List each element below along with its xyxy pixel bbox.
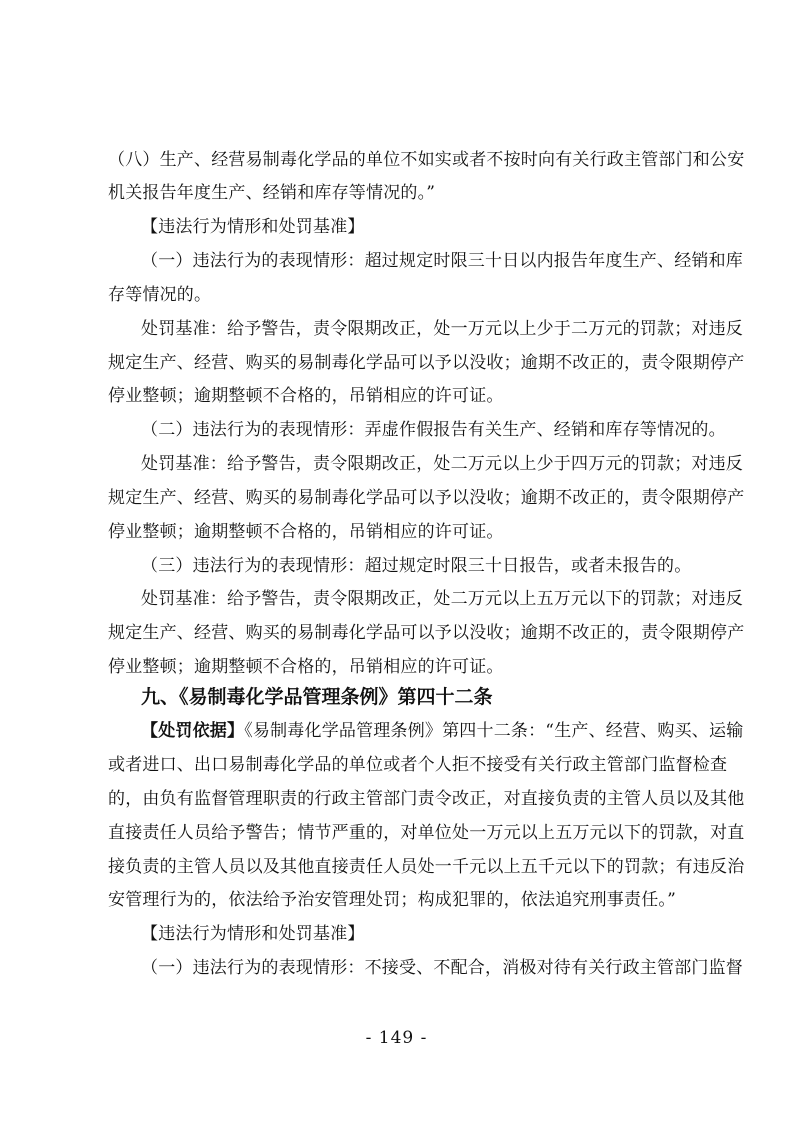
paragraph-line: 处罚基准：给予警告，责令限期改正，处二万元以上少于四万元的罚款；对违反	[141, 454, 743, 474]
paragraph-line: （一）违法行为的表现情形：不接受、不配合，消极对待有关行政主管部门监督	[141, 958, 743, 978]
paragraph-line: （一）违法行为的表现情形：超过规定时限三十日以内报告年度生产、经销和库	[141, 251, 743, 271]
paragraph-line: 处罚基准：给予警告，责令限期改正，处一万元以上少于二万元的罚款；对违反	[141, 319, 743, 339]
page-number: - 149 -	[365, 1028, 428, 1048]
section-heading: 九、《易制毒化学品管理条例》第四十二条	[141, 686, 493, 708]
paragraph-line: 处罚基准：给予警告，责令限期改正，处二万元以上五万元以下的罚款；对违反	[141, 589, 743, 609]
paragraph-line: 机关报告年度生产、经销和库存等情况的。”	[108, 183, 436, 203]
paragraph-line: 停业整顿；逾期整顿不合格的，吊销相应的许可证。	[108, 386, 504, 406]
paragraph-line: 安管理行为的，依法给予治安管理处罚；构成犯罪的，依法追究刑事责任。”	[108, 890, 676, 910]
paragraph-line: 停业整顿；逾期整顿不合格的，吊销相应的许可证。	[108, 522, 504, 542]
paragraph-line: 存等情况的。	[108, 285, 212, 305]
paragraph-line: 规定生产、经营、购买的易制毒化学品可以予以没收；逾期不改正的，责令限期停产	[108, 353, 745, 373]
paragraph-line: 或者进口、出口易制毒化学品的单位或者个人拒不接受有关行政主管部门监督检查	[108, 755, 728, 775]
paragraph-line: 接负责的主管人员以及其他直接责任人员处一千元以上五千元以下的罚款；有违反治	[108, 857, 745, 877]
subsection-label: 【违法行为情形和处罚基准】	[141, 924, 365, 944]
paragraph-line: 规定生产、经营、购买的易制毒化学品可以予以没收；逾期不改正的，责令限期停产	[108, 623, 745, 643]
subsection-label: 【违法行为情形和处罚基准】	[141, 217, 365, 237]
paragraph-line: 规定生产、经营、购买的易制毒化学品可以予以没收；逾期不改正的，责令限期停产	[108, 488, 745, 508]
paragraph-line: 直接责任人员给予警告；情节严重的，对单位处一万元以上五万元以下的罚款，对直	[108, 823, 745, 843]
paragraph-line: 停业整顿；逾期整顿不合格的，吊销相应的许可证。	[108, 657, 504, 677]
paragraph-line: （八）生产、经营易制毒化学品的单位不如实或者不按时向有关行政主管部门和公安	[108, 150, 745, 170]
paragraph-line: （三）违法行为的表现情形：超过规定时限三十日报告，或者未报告的。	[141, 556, 692, 576]
basis-label: 【处罚依据】	[141, 721, 245, 741]
basis-text: 《易制毒化学品管理条例》第四十二条：“生产、经营、购买、运输	[244, 721, 744, 741]
basis-line	[141, 719, 744, 743]
paragraph-line: 的，由负有监督管理职责的行政主管部门责令改正，对直接负责的主管人员以及其他	[108, 789, 745, 809]
paragraph-line: （二）违法行为的表现情形：弄虚作假报告有关生产、经销和库存等情况的。	[141, 420, 726, 440]
